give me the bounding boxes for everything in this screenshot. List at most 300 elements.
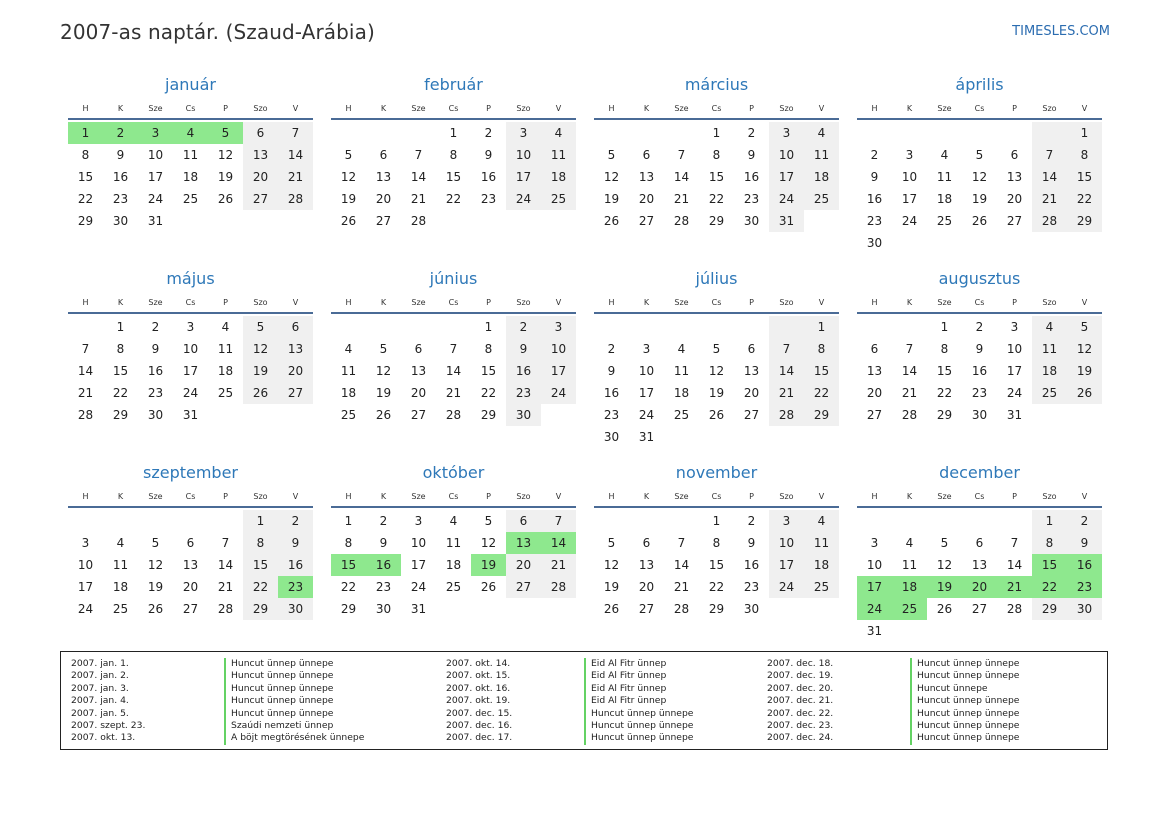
day-cell[interactable]: 5 (1067, 316, 1102, 338)
day-cell[interactable]: 20 (410, 386, 427, 400)
day-cell[interactable]: 7 (278, 122, 313, 144)
day-cell[interactable]: 20 (962, 576, 997, 598)
day-cell[interactable]: 3 (414, 514, 423, 528)
day-cell[interactable]: 23 (112, 192, 129, 206)
day-cell[interactable]: 11 (804, 532, 839, 554)
day-cell[interactable]: 18 (936, 192, 953, 206)
day-cell[interactable]: 28 (410, 214, 427, 228)
day-cell[interactable]: 14 (445, 364, 462, 378)
day-cell[interactable]: 5 (712, 342, 721, 356)
day-cell[interactable]: 16 (1067, 554, 1102, 576)
day-cell[interactable]: 27 (243, 188, 278, 210)
day-cell[interactable]: 6 (243, 122, 278, 144)
day-cell[interactable]: 16 (743, 558, 760, 572)
day-cell[interactable]: 16 (506, 360, 541, 382)
day-cell[interactable]: 9 (975, 342, 984, 356)
day-cell[interactable]: 4 (677, 342, 686, 356)
day-cell[interactable]: 14 (410, 170, 427, 184)
day-cell[interactable]: 12 (480, 536, 497, 550)
day-cell[interactable]: 22 (243, 576, 278, 598)
day-cell[interactable]: 23 (147, 386, 164, 400)
day-cell[interactable]: 19 (971, 192, 988, 206)
day-cell[interactable]: 26 (971, 214, 988, 228)
day-cell[interactable]: 15 (936, 364, 953, 378)
day-cell[interactable]: 27 (1006, 214, 1023, 228)
day-cell[interactable]: 26 (936, 602, 953, 616)
day-cell[interactable]: 8 (1067, 144, 1102, 166)
day-cell[interactable]: 16 (278, 554, 313, 576)
day-cell[interactable]: 19 (471, 554, 506, 576)
day-cell[interactable]: 27 (182, 602, 199, 616)
day-cell[interactable]: 28 (445, 408, 462, 422)
day-cell[interactable]: 14 (769, 360, 804, 382)
day-cell[interactable]: 6 (278, 316, 313, 338)
day-cell[interactable]: 8 (344, 536, 353, 550)
day-cell[interactable]: 29 (243, 598, 278, 620)
day-cell[interactable]: 25 (541, 188, 576, 210)
day-cell[interactable]: 16 (147, 364, 164, 378)
day-cell[interactable]: 27 (410, 408, 427, 422)
day-cell[interactable]: 12 (217, 148, 234, 162)
day-cell[interactable]: 6 (1010, 148, 1019, 162)
day-cell[interactable]: 29 (708, 214, 725, 228)
day-cell[interactable]: 4 (804, 122, 839, 144)
day-cell[interactable]: 21 (673, 580, 690, 594)
day-cell[interactable]: 2 (484, 126, 493, 140)
day-cell[interactable]: 28 (673, 602, 690, 616)
day-cell[interactable]: 9 (506, 338, 541, 360)
day-cell[interactable]: 19 (340, 192, 357, 206)
day-cell[interactable]: 13 (506, 532, 541, 554)
day-cell[interactable]: 20 (182, 580, 199, 594)
day-cell[interactable]: 14 (901, 364, 918, 378)
day-cell[interactable]: 7 (449, 342, 458, 356)
day-cell[interactable]: 20 (278, 360, 313, 382)
day-cell[interactable]: 2 (747, 514, 756, 528)
day-cell[interactable]: 16 (971, 364, 988, 378)
day-cell[interactable]: 12 (340, 170, 357, 184)
day-cell[interactable]: 18 (804, 554, 839, 576)
day-cell[interactable]: 9 (278, 532, 313, 554)
day-cell[interactable]: 19 (603, 580, 620, 594)
day-cell[interactable]: 22 (804, 382, 839, 404)
day-cell[interactable]: 9 (379, 536, 388, 550)
day-cell[interactable]: 23 (743, 192, 760, 206)
day-cell[interactable]: 31 (182, 408, 199, 422)
day-cell[interactable]: 9 (484, 148, 493, 162)
day-cell[interactable]: 11 (445, 536, 462, 550)
day-cell[interactable]: 14 (673, 558, 690, 572)
day-cell[interactable]: 14 (278, 144, 313, 166)
day-cell[interactable]: 19 (375, 386, 392, 400)
day-cell[interactable]: 30 (866, 236, 883, 250)
day-cell[interactable]: 3 (769, 122, 804, 144)
day-cell[interactable]: 16 (366, 554, 401, 576)
day-cell[interactable]: 5 (344, 148, 353, 162)
day-cell[interactable]: 12 (971, 170, 988, 184)
day-cell[interactable]: 25 (217, 386, 234, 400)
day-cell[interactable]: 1 (1067, 122, 1102, 144)
day-cell[interactable]: 2 (607, 342, 616, 356)
day-cell[interactable]: 20 (1006, 192, 1023, 206)
day-cell[interactable]: 6 (870, 342, 879, 356)
day-cell[interactable]: 22 (112, 386, 129, 400)
day-cell[interactable]: 10 (769, 532, 804, 554)
day-cell[interactable]: 1 (116, 320, 125, 334)
day-cell[interactable]: 16 (743, 170, 760, 184)
day-cell[interactable]: 1 (243, 510, 278, 532)
day-cell[interactable]: 17 (147, 170, 164, 184)
day-cell[interactable]: 26 (1067, 382, 1102, 404)
day-cell[interactable]: 8 (116, 342, 125, 356)
day-cell[interactable]: 22 (936, 386, 953, 400)
day-cell[interactable]: 30 (147, 408, 164, 422)
day-cell[interactable]: 2 (1067, 510, 1102, 532)
day-cell[interactable]: 23 (480, 192, 497, 206)
day-cell[interactable]: 25 (804, 188, 839, 210)
day-cell[interactable]: 19 (927, 576, 962, 598)
day-cell[interactable]: 17 (506, 166, 541, 188)
day-cell[interactable]: 27 (743, 408, 760, 422)
day-cell[interactable]: 28 (278, 188, 313, 210)
day-cell[interactable]: 26 (603, 214, 620, 228)
day-cell[interactable]: 20 (506, 554, 541, 576)
day-cell[interactable]: 30 (603, 430, 620, 444)
day-cell[interactable]: 15 (1032, 554, 1067, 576)
day-cell[interactable]: 7 (1010, 536, 1019, 550)
day-cell[interactable]: 8 (712, 148, 721, 162)
day-cell[interactable]: 24 (77, 602, 94, 616)
day-cell[interactable]: 24 (182, 386, 199, 400)
day-cell[interactable]: 30 (112, 214, 129, 228)
day-cell[interactable]: 7 (541, 510, 576, 532)
day-cell[interactable]: 3 (642, 342, 651, 356)
day-cell[interactable]: 10 (147, 148, 164, 162)
day-cell[interactable]: 25 (936, 214, 953, 228)
day-cell[interactable]: 1 (68, 122, 103, 144)
day-cell[interactable]: 29 (936, 408, 953, 422)
day-cell[interactable]: 7 (414, 148, 423, 162)
day-cell[interactable]: 19 (243, 360, 278, 382)
day-cell[interactable]: 6 (414, 342, 423, 356)
day-cell[interactable]: 15 (708, 170, 725, 184)
day-cell[interactable]: 10 (901, 170, 918, 184)
day-cell[interactable]: 13 (638, 170, 655, 184)
day-cell[interactable]: 9 (747, 536, 756, 550)
day-cell[interactable]: 13 (638, 558, 655, 572)
day-cell[interactable]: 7 (677, 148, 686, 162)
day-cell[interactable]: 13 (243, 144, 278, 166)
day-cell[interactable]: 28 (541, 576, 576, 598)
day-cell[interactable]: 19 (603, 192, 620, 206)
day-cell[interactable]: 22 (708, 192, 725, 206)
day-cell[interactable]: 24 (901, 214, 918, 228)
day-cell[interactable]: 12 (603, 558, 620, 572)
day-cell[interactable]: 21 (445, 386, 462, 400)
day-cell[interactable]: 4 (940, 148, 949, 162)
day-cell[interactable]: 30 (1067, 598, 1102, 620)
day-cell[interactable]: 21 (769, 382, 804, 404)
day-cell[interactable]: 29 (112, 408, 129, 422)
day-cell[interactable]: 15 (331, 554, 366, 576)
day-cell[interactable]: 7 (1032, 144, 1067, 166)
day-cell[interactable]: 4 (449, 514, 458, 528)
day-cell[interactable]: 29 (480, 408, 497, 422)
day-cell[interactable]: 12 (243, 338, 278, 360)
day-cell[interactable]: 27 (971, 602, 988, 616)
day-cell[interactable]: 18 (182, 170, 199, 184)
day-cell[interactable]: 15 (243, 554, 278, 576)
day-cell[interactable]: 14 (217, 558, 234, 572)
day-cell[interactable]: 29 (1067, 210, 1102, 232)
day-cell[interactable]: 17 (182, 364, 199, 378)
day-cell[interactable]: 4 (221, 320, 230, 334)
day-cell[interactable]: 13 (182, 558, 199, 572)
day-cell[interactable]: 30 (743, 602, 760, 616)
day-cell[interactable]: 21 (77, 386, 94, 400)
day-cell[interactable]: 4 (344, 342, 353, 356)
day-cell[interactable]: 30 (743, 214, 760, 228)
day-cell[interactable]: 20 (243, 166, 278, 188)
day-cell[interactable]: 18 (673, 386, 690, 400)
day-cell[interactable]: 5 (607, 148, 616, 162)
day-cell[interactable]: 15 (112, 364, 129, 378)
day-cell[interactable]: 24 (147, 192, 164, 206)
day-cell[interactable]: 28 (1032, 210, 1067, 232)
day-cell[interactable]: 11 (936, 170, 953, 184)
day-cell[interactable]: 11 (217, 342, 234, 356)
day-cell[interactable]: 13 (1006, 170, 1023, 184)
day-cell[interactable]: 4 (173, 122, 208, 144)
day-cell[interactable]: 2 (975, 320, 984, 334)
day-cell[interactable]: 8 (712, 536, 721, 550)
day-cell[interactable]: 11 (112, 558, 129, 572)
day-cell[interactable]: 17 (541, 360, 576, 382)
day-cell[interactable]: 11 (182, 148, 199, 162)
day-cell[interactable]: 28 (901, 408, 918, 422)
day-cell[interactable]: 13 (375, 170, 392, 184)
day-cell[interactable]: 31 (638, 430, 655, 444)
day-cell[interactable]: 21 (997, 576, 1032, 598)
day-cell[interactable]: 26 (340, 214, 357, 228)
day-cell[interactable]: 18 (340, 386, 357, 400)
day-cell[interactable]: 23 (1067, 576, 1102, 598)
day-cell[interactable]: 9 (607, 364, 616, 378)
day-cell[interactable]: 13 (866, 364, 883, 378)
day-cell[interactable]: 31 (410, 602, 427, 616)
day-cell[interactable]: 10 (769, 144, 804, 166)
day-cell[interactable]: 29 (804, 404, 839, 426)
day-cell[interactable]: 29 (1032, 598, 1067, 620)
day-cell[interactable]: 4 (1032, 316, 1067, 338)
day-cell[interactable]: 3 (186, 320, 195, 334)
day-cell[interactable]: 27 (638, 602, 655, 616)
day-cell[interactable]: 10 (77, 558, 94, 572)
day-cell[interactable]: 24 (769, 576, 804, 598)
day-cell[interactable]: 11 (901, 558, 918, 572)
day-cell[interactable]: 20 (866, 386, 883, 400)
day-cell[interactable]: 10 (541, 338, 576, 360)
day-cell[interactable]: 28 (77, 408, 94, 422)
day-cell[interactable]: 17 (857, 576, 892, 598)
day-cell[interactable]: 27 (866, 408, 883, 422)
day-cell[interactable]: 26 (375, 408, 392, 422)
day-cell[interactable]: 18 (445, 558, 462, 572)
day-cell[interactable]: 15 (480, 364, 497, 378)
day-cell[interactable]: 22 (445, 192, 462, 206)
day-cell[interactable]: 12 (708, 364, 725, 378)
day-cell[interactable]: 8 (81, 148, 90, 162)
day-cell[interactable]: 10 (866, 558, 883, 572)
day-cell[interactable]: 23 (375, 580, 392, 594)
day-cell[interactable]: 3 (1010, 320, 1019, 334)
day-cell[interactable]: 16 (112, 170, 129, 184)
day-cell[interactable]: 21 (278, 166, 313, 188)
day-cell[interactable]: 9 (1067, 532, 1102, 554)
day-cell[interactable]: 11 (673, 364, 690, 378)
day-cell[interactable]: 4 (804, 510, 839, 532)
day-cell[interactable]: 7 (769, 338, 804, 360)
day-cell[interactable]: 8 (1032, 532, 1067, 554)
day-cell[interactable]: 14 (541, 532, 576, 554)
day-cell[interactable]: 23 (506, 382, 541, 404)
day-cell[interactable]: 17 (769, 166, 804, 188)
day-cell[interactable]: 20 (638, 580, 655, 594)
day-cell[interactable]: 10 (410, 536, 427, 550)
day-cell[interactable]: 27 (506, 576, 541, 598)
day-cell[interactable]: 1 (1032, 510, 1067, 532)
day-cell[interactable]: 14 (1006, 558, 1023, 572)
day-cell[interactable]: 27 (375, 214, 392, 228)
day-cell[interactable]: 6 (379, 148, 388, 162)
day-cell[interactable]: 31 (1006, 408, 1023, 422)
day-cell[interactable]: 22 (77, 192, 94, 206)
day-cell[interactable]: 25 (1032, 382, 1067, 404)
day-cell[interactable]: 26 (603, 602, 620, 616)
day-cell[interactable]: 9 (870, 170, 879, 184)
day-cell[interactable]: 21 (901, 386, 918, 400)
day-cell[interactable]: 16 (480, 170, 497, 184)
day-cell[interactable]: 13 (971, 558, 988, 572)
day-cell[interactable]: 25 (182, 192, 199, 206)
day-cell[interactable]: 30 (971, 408, 988, 422)
day-cell[interactable]: 21 (217, 580, 234, 594)
day-cell[interactable]: 26 (708, 408, 725, 422)
day-cell[interactable]: 21 (541, 554, 576, 576)
day-cell[interactable]: 23 (743, 580, 760, 594)
day-cell[interactable]: 15 (1067, 166, 1102, 188)
day-cell[interactable]: 15 (77, 170, 94, 184)
day-cell[interactable]: 18 (112, 580, 129, 594)
day-cell[interactable]: 6 (642, 536, 651, 550)
day-cell[interactable]: 11 (804, 144, 839, 166)
day-cell[interactable]: 21 (410, 192, 427, 206)
day-cell[interactable]: 24 (769, 188, 804, 210)
day-cell[interactable]: 25 (673, 408, 690, 422)
day-cell[interactable]: 6 (975, 536, 984, 550)
day-cell[interactable]: 15 (445, 170, 462, 184)
day-cell[interactable]: 5 (379, 342, 388, 356)
day-cell[interactable]: 24 (410, 580, 427, 594)
day-cell[interactable]: 23 (971, 386, 988, 400)
day-cell[interactable]: 8 (940, 342, 949, 356)
day-cell[interactable]: 3 (870, 536, 879, 550)
day-cell[interactable]: 11 (1032, 338, 1067, 360)
day-cell[interactable]: 23 (866, 214, 883, 228)
day-cell[interactable]: 22 (480, 386, 497, 400)
day-cell[interactable]: 1 (940, 320, 949, 334)
day-cell[interactable]: 13 (410, 364, 427, 378)
day-cell[interactable]: 26 (480, 580, 497, 594)
day-cell[interactable]: 14 (77, 364, 94, 378)
day-cell[interactable]: 2 (506, 316, 541, 338)
day-cell[interactable]: 21 (1032, 188, 1067, 210)
day-cell[interactable]: 18 (892, 576, 927, 598)
day-cell[interactable]: 29 (77, 214, 94, 228)
day-cell[interactable]: 13 (278, 338, 313, 360)
day-cell[interactable]: 5 (940, 536, 949, 550)
day-cell[interactable]: 12 (147, 558, 164, 572)
day-cell[interactable]: 9 (116, 148, 125, 162)
day-cell[interactable]: 5 (151, 536, 160, 550)
day-cell[interactable]: 12 (1067, 338, 1102, 360)
day-cell[interactable]: 6 (186, 536, 195, 550)
day-cell[interactable]: 17 (901, 192, 918, 206)
day-cell[interactable]: 27 (278, 382, 313, 404)
day-cell[interactable]: 5 (975, 148, 984, 162)
day-cell[interactable]: 8 (449, 148, 458, 162)
day-cell[interactable]: 22 (1032, 576, 1067, 598)
day-cell[interactable]: 4 (905, 536, 914, 550)
day-cell[interactable]: 14 (673, 170, 690, 184)
day-cell[interactable]: 16 (866, 192, 883, 206)
day-cell[interactable]: 28 (673, 214, 690, 228)
day-cell[interactable]: 12 (603, 170, 620, 184)
day-cell[interactable]: 7 (221, 536, 230, 550)
day-cell[interactable]: 22 (340, 580, 357, 594)
day-cell[interactable]: 4 (541, 122, 576, 144)
day-cell[interactable]: 28 (217, 602, 234, 616)
day-cell[interactable]: 31 (147, 214, 164, 228)
day-cell[interactable]: 5 (607, 536, 616, 550)
day-cell[interactable]: 21 (673, 192, 690, 206)
day-cell[interactable]: 6 (506, 510, 541, 532)
day-cell[interactable]: 30 (375, 602, 392, 616)
day-cell[interactable]: 2 (103, 122, 138, 144)
day-cell[interactable]: 31 (866, 624, 883, 638)
day-cell[interactable]: 24 (506, 188, 541, 210)
day-cell[interactable]: 22 (708, 580, 725, 594)
day-cell[interactable]: 6 (747, 342, 756, 356)
day-cell[interactable]: 15 (804, 360, 839, 382)
day-cell[interactable]: 24 (541, 382, 576, 404)
day-cell[interactable]: 8 (804, 338, 839, 360)
day-cell[interactable]: 16 (603, 386, 620, 400)
day-cell[interactable]: 3 (138, 122, 173, 144)
day-cell[interactable]: 1 (344, 514, 353, 528)
day-cell[interactable]: 10 (182, 342, 199, 356)
day-cell[interactable]: 2 (151, 320, 160, 334)
day-cell[interactable]: 19 (217, 170, 234, 184)
day-cell[interactable]: 19 (708, 386, 725, 400)
day-cell[interactable]: 1 (449, 126, 458, 140)
day-cell[interactable]: 10 (506, 144, 541, 166)
day-cell[interactable]: 3 (769, 510, 804, 532)
day-cell[interactable]: 17 (410, 558, 427, 572)
day-cell[interactable]: 25 (340, 408, 357, 422)
site-link[interactable]: TIMESLES.COM (1012, 24, 1110, 39)
day-cell[interactable]: 20 (638, 192, 655, 206)
